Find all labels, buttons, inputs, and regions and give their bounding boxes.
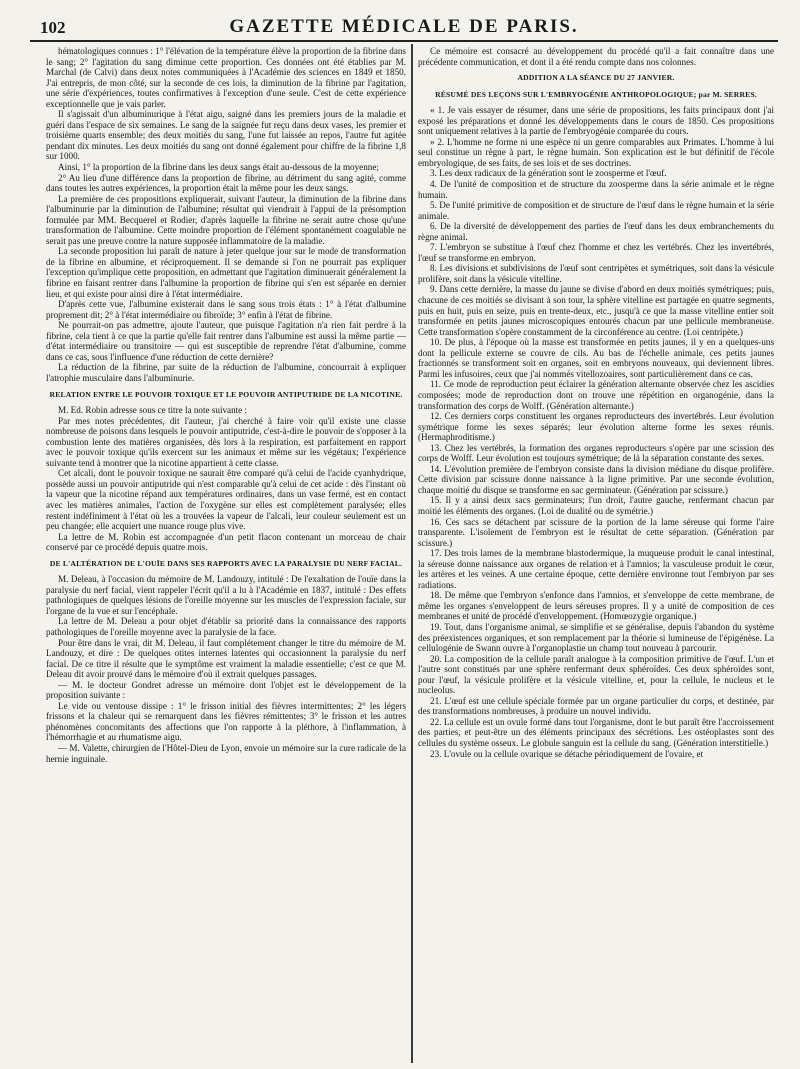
paragraph: 19. Tout, dans l'organisme animal, se simplifie et se généralise, depuis l'abandon du système des préexistences organiques, et son remplacement par la théorie si lumineuse de l'épigénèse. La cellulogénie de Swann ouvre à l'organoplastie un champ tout nouveau à parcourir. xyxy=(418,621,774,654)
paragraph: 18. De même que l'embryon s'enfonce dans l'amnios, et s'enveloppe de cette membrane, de même les organes s'enveloppent de leurs séreuses propres. Il y a unité de composition de ces membranes et unité de procédé d'enveloppement. (Homœozygie organique.) xyxy=(418,590,774,622)
paragraph: 3. Les deux radicaux de la génération sont le zoosperme et l'œuf. xyxy=(430,168,667,179)
paragraph: 10. De plus, à l'époque où la masse est transformée en petits jaunes, il y en a quelques-uns dont la pellicule externe se couvre de cils. Au bas de l'échelle animale, ces petits jaunes fractionnés se transforment soit en organes, soit en embryons nouveaux, qui deviennent libres. Parmi les infusoires, ceux que j'ai nommés vitellozoaires, sont particulièrement dans ce cas. xyxy=(418,337,774,379)
paragraph: La seconde proposition lui paraît de nature à jeter quelque jour sur le mode de transformation de la fibrine en albumine, et réciproquement. Il se demande si l'on ne pourrait pas expliquer l'exception qu'implique cette proposition, en admettant que l'agitation diminuerait généralement la fibrine en faisant rentrer dans l'albumine la proportion de fibrine qui s'en est séparée en dernier lieu, et qui existe pour ainsi dire à l'état intermédiaire. xyxy=(46,246,406,299)
paragraph: « 1. Je vais essayer de résumer, dans une série de propositions, les faits principaux dont j'ai exposé les préparations et donné les développements dans le cours de 1850. Ces propositions sont uniquement relatives à la partie de l'embryogénie comparée du cours. xyxy=(418,105,774,137)
section-heading: DE L'ALTÉRATION DE L'OUÏE DANS SES RAPPORTS AVEC LA PARALYSIE DU NERF FACIAL. xyxy=(49,558,403,568)
paragraph: 20. La composition de la cellule paraît analogue à la composition primitive de l'œuf. L'un et l'autre sont constitués par une sphère renfermant deux sphéroïdes. Ces deux sphéroïdes sont, pour l'œuf, la vésicule prolifère et la vésicule vitelline, et, pour la cellule, le nucleus et le nucleolus. xyxy=(418,653,774,696)
section-heading: ADDITION A LA SÉANCE DU 27 JANVIER. xyxy=(517,73,675,83)
section-heading: RÉSUMÉ DES LEÇONS SUR L'EMBRYOGÉNIE ANTHROPOLOGIQUE; par M. SERRES. xyxy=(435,89,757,99)
paragraph: 17. Des trois lames de la membrane blastodermique, la muqueuse produit le canal intestinal, la séreuse donne naissance aux organes de relation et à l'amnios; la vasculeuse produit le cœur, les artères et les veines. A une certaine époque, cette dernière environne tout l'embryon par ses radiations. xyxy=(418,548,774,590)
paragraph: 11. Ce mode de reproduction peut éclairer la génération alternante observée chez les ascidies composées; mode de reproduction dont on trouve une répétition en organogénie, dans la transformation des corps de Wolff. (Génération alternante.) xyxy=(418,379,774,411)
paragraph: D'après cette vue, l'albumine existerait dans le sang sous trois états : 1° à l'état d'albumine proprement dit; 2° à l'état intermédiaire ou fibroïde; 3° enfin à l'état de fibrine. xyxy=(46,299,406,320)
paragraph: Par mes notes précédentes, dit l'auteur, j'ai cherché à faire voir qu'il existe une classe nombreuse de poisons dans lesquels le pouvoir antiputride, c'est-à-dire le pouvoir de s'opposer à la combustion lente des matières organisées, dès lors à la respiration, est parfaitement en rapport avec le pouvoir toxique qu'ils exercent sur les animaux et même sur les végétaux; l'expérience suivante tend à montrer que la nicotine appartient à cette classe. xyxy=(46,415,406,468)
paragraph: 15. Il y a ainsi deux sacs germinateurs; l'un droit, l'autre gauche, renfermant chacun par moitié les éléments des organes. (Loi de dualité ou de symétrie.) xyxy=(418,495,774,516)
paragraph: hématologiques connues : 1° l'élévation de la température élève la proportion de la fibrine dans le sang; 2° l'agitation du sang diminue cette proportion. Ces données ont été établies par M. Marchal (de Calvi) dans deux notes communiquées à l'Académie des sciences en 1849 et 1850. J'ai entrepris, de mon côté, sur la seconde de ces lois, la diminution de la fibrine par l'agitation, une série d'expériences, toutes confirmatives à l'exception d'une seule. C'est de cette expérience exceptionnelle que je vais parler. xyxy=(46,46,406,109)
paragraph: 9. Dans cette dernière, la masse du jaune se divise d'abord en deux moitiés symétriques; puis, chacune de ces moitiés se divisant à son tour, la sphère vitelline est partagée en quatre segments, puis en huit, puis en seize, puis en trente-deux, etc., jusqu'à ce que la masse vitelline entier soit transformée en petits jaunes microscopiques entourés chacun par une pellicule membraneuse. Cette transformation s'opère constamment de la circonférence au centre. (Loi centripète.) xyxy=(418,284,774,337)
paragraph: 16. Ces sacs se détachent par scissure de la portion de la lame séreuse qui forme l'aire transparente. L'isolement de l'embryon est le résultat de cette séparation. (Génération par scissure.) xyxy=(418,516,774,548)
paragraph: M. Ed. Robin adresse sous ce titre la note suivante : xyxy=(58,405,248,416)
paragraph: 2° Au lieu d'une différence dans la proportion de fibrine, au détriment du sang agité, comme dans toutes les autres expériences, la proportion était la même pour les deux sangs. xyxy=(46,172,406,194)
paragraph: Ainsi, 1° la proportion de la fibrine dans les deux sangs était au-dessous de la moyenne; xyxy=(58,162,379,173)
page-header xyxy=(30,14,778,42)
paragraph: 14. L'évolution première de l'embryon consiste dans la division médiane du disque prolifère. Cette division par scissure donne naissance à la ligne primitive. Par une seconde évolution, chaque moitié du disque se transforme en sac germinateur. (Génération par scissure.) xyxy=(418,463,774,495)
paragraph: » 2. L'homme ne forme ni une espèce ni un genre comparables aux Primates. L'homme à lui seul constitue un règne à part, le règne humain. Son explication est le but définitif de l'école embryologique, de ses faits, de ses lois et de ses doctrines. xyxy=(418,136,774,168)
paragraph: 4. De l'unité de composition et de structure du zoosperme dans la série animale et le règne humain. xyxy=(418,179,774,200)
paragraph: La première de ces propositions expliquerait, suivant l'auteur, la diminution de la fibrine dans l'albuminurie par la diminution de l'albumine; résultat qui viendrait à l'appui de la présomption formulée par MM. Becquerel et Rodier, d'après laquelle la fibrine ne serait autre chose qu'une transformation de l'albumine. Cette moindre proportion de l'élément spontanément coagulable ne serait pas une preuve contre la nature supposée inflammatoire de la maladie. xyxy=(46,193,406,246)
paragraph: 22. La cellule est un ovule formé dans tout l'organisme, dont le but paraît être l'accroissement des parties, et peut-être un des éléments principaux des sécrétions. Les ostéoplastes sont des cellules du système osseux. Le globule sanguin est la cellule du sang. (Génération interstitielle.) xyxy=(418,716,774,748)
paragraph: M. Deleau, à l'occasion du mémoire de M. Landouzy, intitulé : De l'exaltation de l'ouïe dans la paralysie du nerf facial, vient rappeler l'écrit qu'il a lu à l'Académie en 1837, intitulé : Des effets pathologiques de quelques lésions de l'oreille moyenne sur les muscles de l'expression faciale, sur l'organe de la vue et sur l'encéphale. xyxy=(46,574,406,616)
section-heading: RELATION ENTRE LE POUVOIR TOXIQUE ET LE POUVOIR ANTIPUTRIDE DE LA NICOTINE. xyxy=(49,389,403,399)
left-column xyxy=(46,46,406,1061)
paragraph: Pour être dans le vrai, dit M. Deleau, il faut complétement changer le titre du mémoire de M. Landouzy, et dire : De quelques otites internes latentes qui occasionnent la paralysie du nerf facial. De ce titre il résulte que le symptôme est vraiment la maladie essentielle; c'est ce que M. Deleau dit avoir prouvé dans le mémoire d'où il extrait quelques passages. xyxy=(46,637,406,680)
paragraph: 6. De la diversité de développement des parties de l'œuf dans les deux embranchements du règne animal. xyxy=(418,221,774,242)
paragraph: — M. le docteur Gondret adresse un mémoire dont l'objet est le développement de la proposition suivante : xyxy=(46,679,406,701)
paragraph: La lettre de M. Robin est accompagnée d'un petit flacon contenant un morceau de chair conservé par ce procédé depuis quatre mois. xyxy=(46,531,406,553)
right-column xyxy=(418,46,774,1061)
paragraph: 5. De l'unité primitive de composition et de structure de l'œuf dans le règne humain et la série animale. xyxy=(418,200,774,221)
paragraph: — M. Valette, chirurgien de l'Hôtel-Dieu de Lyon, envoie un mémoire sur la cure radicale de la hernie inguinale. xyxy=(46,743,406,764)
paragraph: La lettre de M. Deleau a pour objet d'établir sa priorité dans la connaissance des rapports pathologiques de l'oreille moyenne avec la paralysie de la face. xyxy=(46,616,406,637)
page-number: 102 xyxy=(40,18,66,37)
paragraph: 8. Les divisions et subdivisions de l'œuf sont centripètes et symétriques, soit dans la vésicule prolifère, soit dans la vésicule vitelline. xyxy=(418,263,774,284)
journal-title: GAZETTE MÉDICALE DE PARIS. xyxy=(229,16,579,37)
paragraph: 13. Chez les vertébrés, la formation des organes reproducteurs s'opère par une scission des corps de Wolff. Leur évolution est toujours symétrique; de là la séparation constante des sexes. xyxy=(418,442,774,464)
paragraph: 21. L'œuf est une cellule spéciale formée par un organe particulier du corps, et destinée, par des transformations nombreuses, à produire un nouvel individu. xyxy=(418,695,774,717)
paragraph: 12. Ces derniers corps constituent les organes reproducteurs des invertébrés. Leur évolution symétrique forme les sexes séparés; leur évolution alterne forme les sexes réunis. (Hermaphroditisme.) xyxy=(418,411,774,443)
paragraph: Le vide ou ventouse dissipe : 1° le frisson initial des fièvres intermittentes; 2° les légers frissons et la chaleur qui se remarquent dans les fièvres rémittentes; 3° le frisson et les autres phénomènes concomitants des affections que l'on rapporte à la pléthore, à l'inflammation, à l'hémorrhagie et au rhumatisme aigu. xyxy=(46,700,406,743)
paragraph: 7. L'embryon se substitue à l'œuf chez l'homme et chez les vertébrés. Chez les invertébrés, l'œuf se transforme en embryon. xyxy=(418,242,774,263)
column-divider xyxy=(411,44,413,1063)
paragraph: La réduction de la fibrine, par suite de la réduction de l'albumine, concourrait à expliquer l'atrophie musculaire dans l'albuminurie. xyxy=(46,362,406,383)
paragraph: Ce mémoire est consacré au développement du procédé qu'il a fait connaître dans une précédente communication, et dont il a été rendu compte dans nos colonnes. xyxy=(418,46,774,67)
paragraph: Ne pourrait-on pas admettre, ajoute l'auteur, que puisque l'agitation n'a rien fait perdre à la fibrine, cela tient à ce que la partie qu'elle fait rentrer dans l'albumine est aussi la même partie — d'état intermédiaire ou transitoire — qui est susceptible de reprendre l'état d'albumine, comme dans ce cas, sous l'influence d'une réduction de cette dernière? xyxy=(46,320,406,362)
paragraph: 23. L'ovule ou la cellule ovarique se détache périodiquement de l'ovaire, et xyxy=(430,748,704,759)
paragraph: Cet alcali, dont le pouvoir toxique ne saurait être comparé qu'à celui de l'acide cyanhydrique, possède aussi un pouvoir antiputride qui n'est comparable qu'à celui de cet acide : dès l'instant où la vapeur que la nicotine répand aux températures ordinaires, dans un vase fermé, est en contact avec les matières animales, l'action de l'oxygène sur elles est complètement paralysée; elles restent indéfiniment à l'état où les a trouvées la vapeur de l'alcali, leur couleur seulement est un peu changée; elle acquiert une nuance rouge plus vive. xyxy=(46,468,406,532)
paragraph: Il s'agissait d'un albuminurique à l'état aigu, saigné dans les premiers jours de la maladie et guéri dans l'espace de six semaines. Le sang de la saignée fut reçu dans deux vases, les premier et troisième quarts ensemble; des deux moitiés du sang, l'une fut laissée au repos, l'autre fut agitée pendant dix minutes. Les deux moitiés du sang ont donné également pour chiffre de la fibrine 1,8 sur 1000. xyxy=(46,109,406,162)
